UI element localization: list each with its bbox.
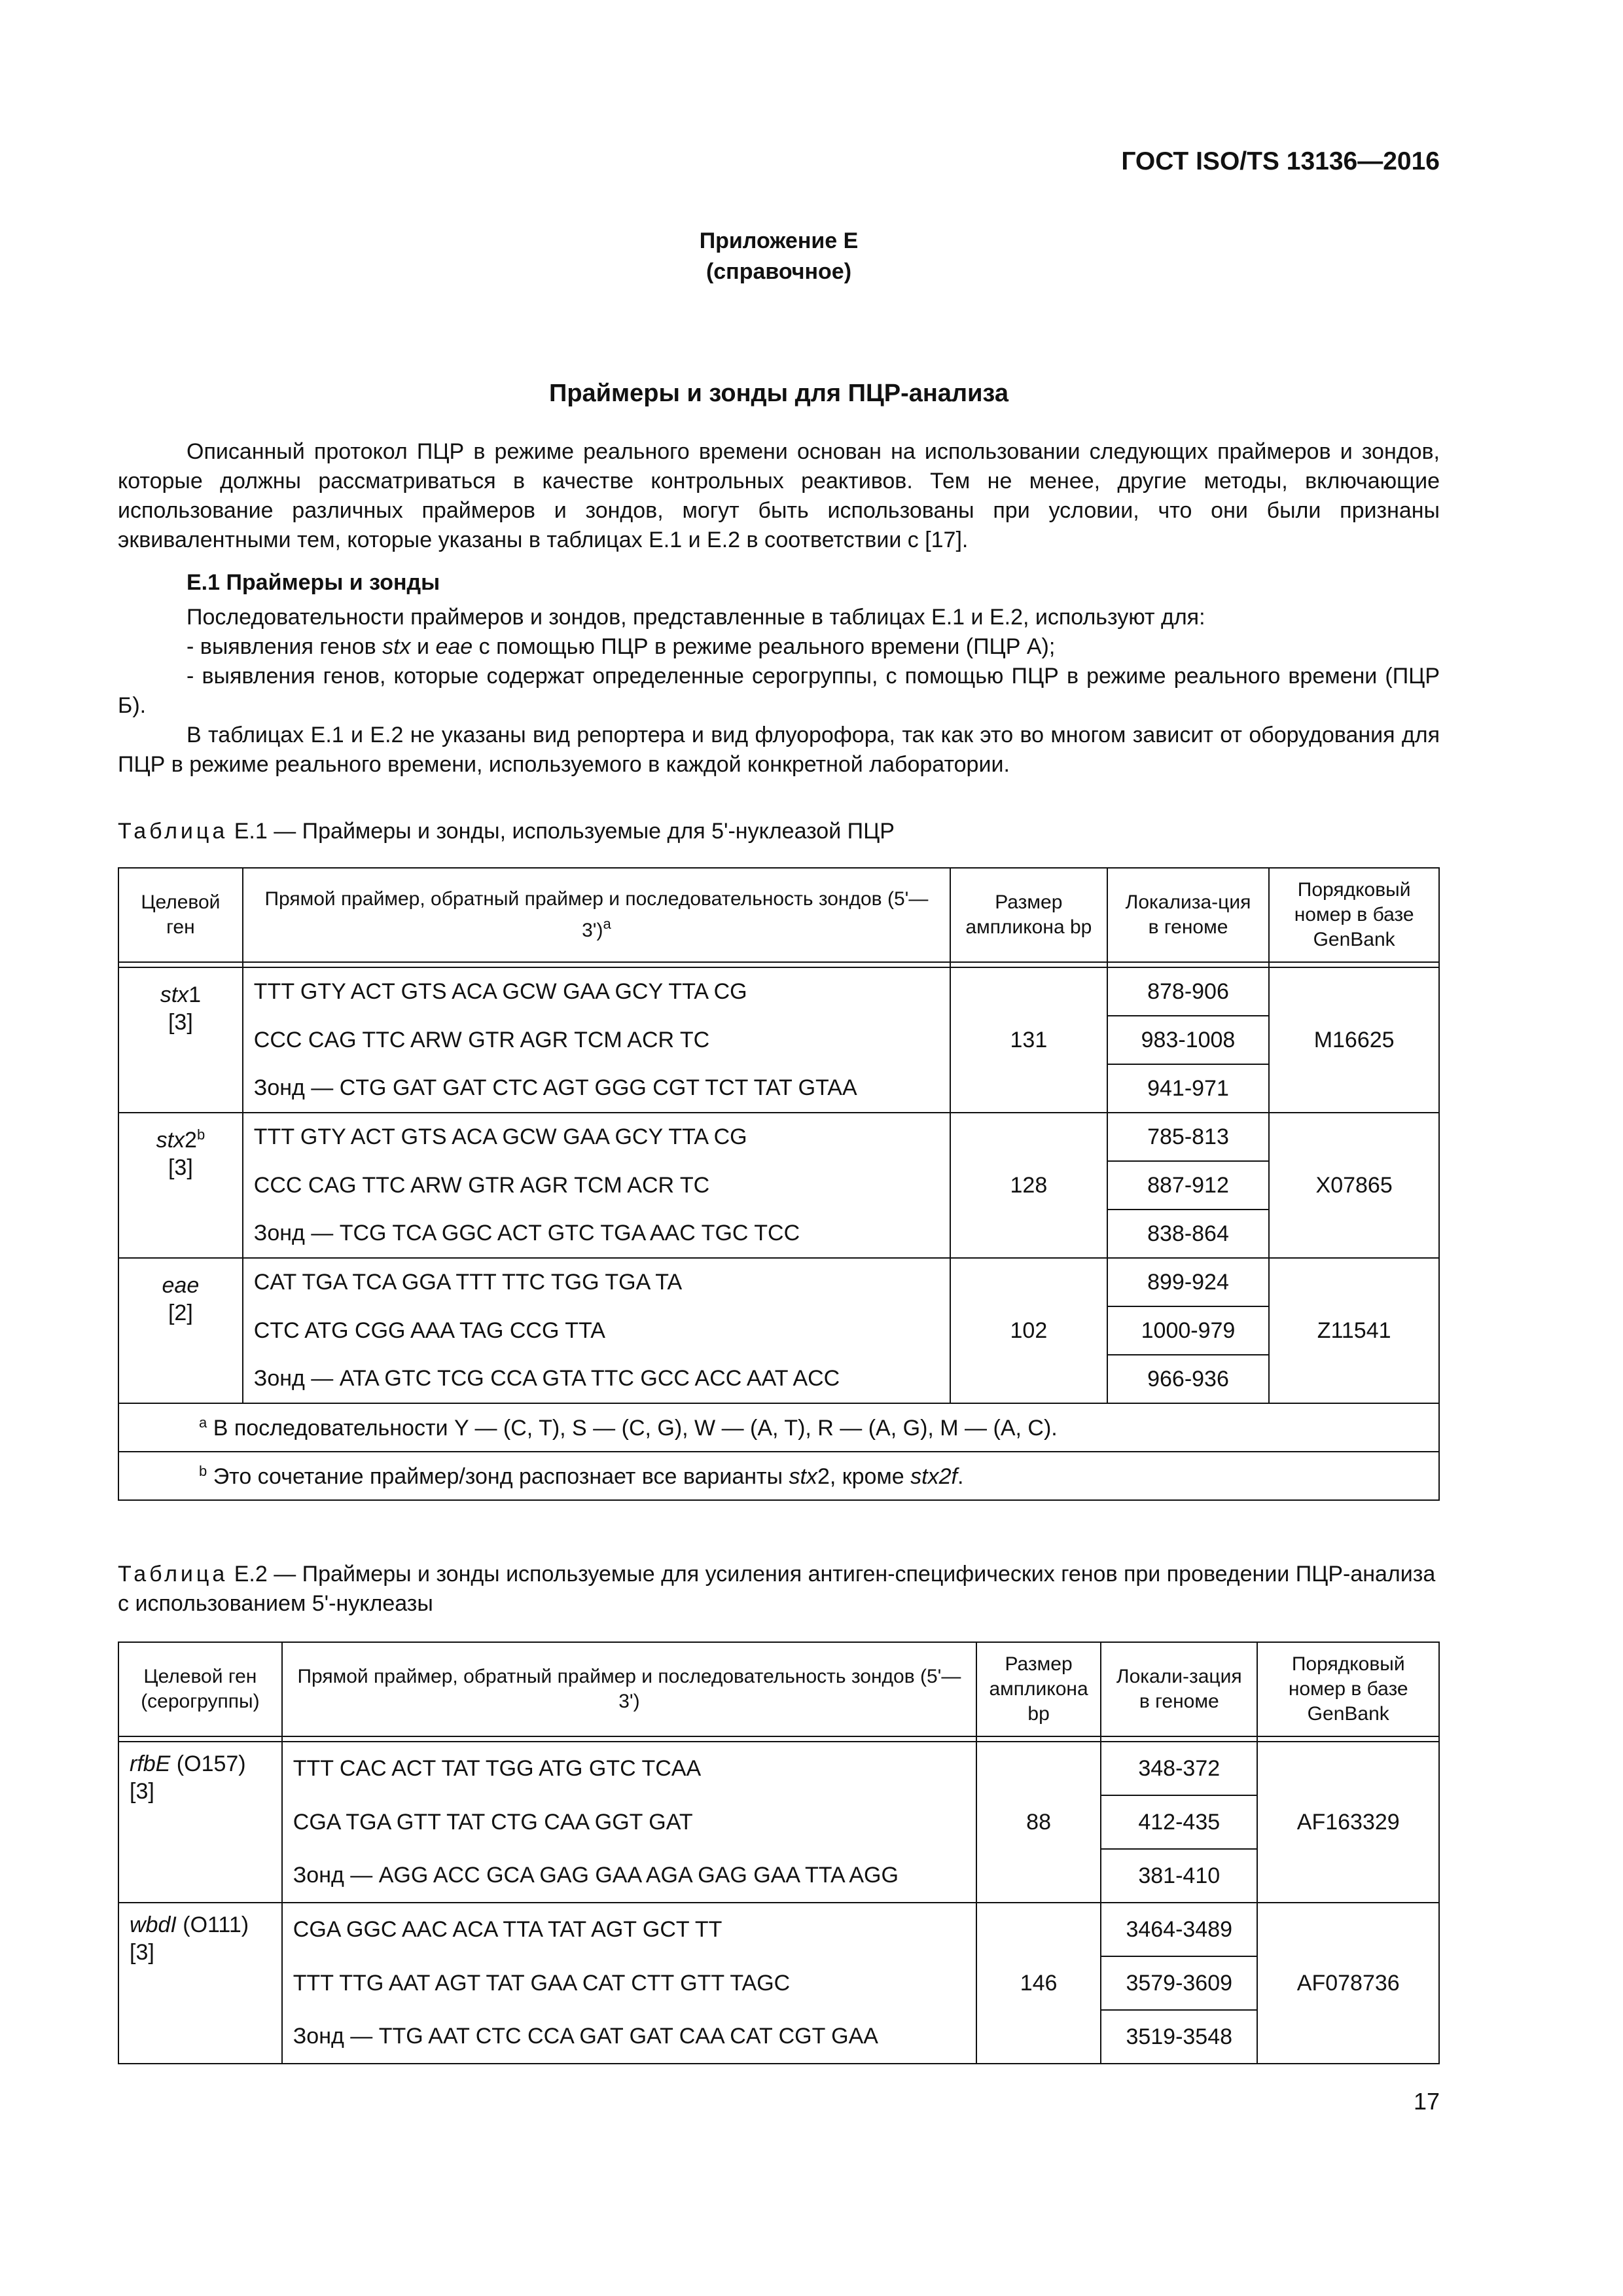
- t2-gene-cell: [118, 1903, 282, 2064]
- t1-footnote-a: $^a$ В последовательности Y — (C, T), S — (C, G), W — (A, T), R — (A, G), M — (A, C).: [118, 1403, 1439, 1452]
- intro-block: [118, 437, 1440, 555]
- section-lead: Последовательности праймеров и зондов, представленные в таблицах Е.1 и Е.2, используют для:: [187, 605, 1205, 630]
- t1-genome-location: 878-906: [1107, 967, 1270, 1016]
- t1-row: [118, 1113, 1439, 1161]
- t2-genome-location: 348-372: [1101, 1742, 1257, 1795]
- t2-genbank-accession: AF078736: [1257, 1903, 1439, 2064]
- t2-genome-location: 412-435: [1101, 1795, 1257, 1849]
- t1-sequence: TTT GTY ACT GTS ACA GCW GAA GCY TTA CG: [243, 967, 950, 1016]
- t1-gene-ref: [2]: [168, 1300, 193, 1325]
- t1-sequence: CCC CAG TTC ARW GTR AGR TCM ACR TC: [243, 1016, 950, 1064]
- section-item-1: - выявления генов stx и eae с помощью ПЦР в режиме реального времени (ПЦР А);: [187, 634, 1056, 659]
- table1-caption: Таблица Е.1 — Праймеры и зонды, используемые для 5'-нуклеазой ПЦР: [118, 819, 895, 844]
- section-heading: Е.1 Праймеры и зонды: [187, 570, 440, 595]
- t1-header-acc: Порядковый номер в базе GenBank: [1269, 868, 1439, 962]
- t1-genbank-accession: Z11541: [1269, 1258, 1439, 1403]
- t2-amplicon-size: 146: [976, 1903, 1101, 2064]
- t2-genbank-accession: AF163329: [1257, 1742, 1439, 1903]
- t2-gene-name: wbdI (O111): [130, 1912, 249, 1937]
- t1-gene-cell: [118, 1258, 243, 1403]
- table-e2: [118, 1641, 1440, 2064]
- section-e1: [118, 568, 1440, 780]
- t1-sequence: Зонд — ATA GTC TCG CCA GTA TTC GCC ACC AAT ACC: [243, 1355, 950, 1403]
- t2-header-seq: Прямой праймер, обратный праймер и последовательность зондов (5'—3'): [282, 1642, 976, 1736]
- t2-amplicon-size: 88: [976, 1742, 1101, 1903]
- t2-header-gene: Целевой ген (серогруппы): [118, 1642, 282, 1736]
- t1-row: [118, 1306, 1439, 1355]
- section-item-2: - выявления генов, которые содержат определенные серогруппы, с помощью ПЦР в режиме реального времени (ПЦР Б).: [118, 664, 1440, 718]
- t1-sequence: CCC CAG TTC ARW GTR AGR TCM ACR TC: [243, 1161, 950, 1210]
- t1-row: [118, 1355, 1439, 1403]
- intro-paragraph: Описанный протокол ПЦР в режиме реального времени основан на использовании следующих праймеров и зондов, которые должны рассматриваться в качестве контрольных реактивов. Тем не менее, другие методы, включающие использование различных праймеров и зондов, могут быть использованы при условии, что они были признаны эквивалентными тем, которые указаны в таблицах Е.1 и Е.2 в соответствии с [17].: [118, 439, 1440, 552]
- t1-row: [118, 1258, 1439, 1306]
- t1-sequence: CTC ATG CGG AAA TAG CCG TTA: [243, 1306, 950, 1355]
- table2-caption: Таблица Е.2 — Праймеры и зонды используемые для усиления антиген-специфических генов при проведении ПЦР-анализа с использованием 5'-нуклеазы: [118, 1562, 1436, 1616]
- t1-sequence: Зонд — TCG TCA GGC ACT GTC TGA AAC TGC TCC: [243, 1210, 950, 1258]
- annex-name: Приложение Е: [699, 228, 859, 253]
- t2-row: [118, 2010, 1439, 2064]
- t1-body: [118, 967, 1439, 1500]
- t1-genome-location: 899-924: [1107, 1258, 1270, 1306]
- t2-header-loc: Локали-зация в геноме: [1101, 1642, 1257, 1736]
- t2-gene-ref: [3]: [130, 1940, 154, 1965]
- t2-sequence: CGA GGC AAC ACA TTA TAT AGT GCT TT: [282, 1903, 976, 1956]
- annex-kind: (справочное): [705, 259, 852, 284]
- t1-gene-ref: [3]: [168, 1010, 193, 1035]
- t2-gene-cell: [118, 1742, 282, 1903]
- t2-genome-location: 3519-3548: [1101, 2010, 1257, 2064]
- t1-row: [118, 1064, 1439, 1113]
- t1-amplicon-size: 128: [950, 1113, 1107, 1258]
- t1-gene-ref: [3]: [168, 1155, 193, 1180]
- annex-heading: [118, 226, 1440, 287]
- t2-row: [118, 1956, 1439, 2010]
- t2-row: [118, 1742, 1439, 1795]
- t1-gene-name: eae: [162, 1273, 200, 1298]
- t2-sequence: Зонд — TTG AAT CTC CCA GAT GAT CAA CAT CGT GAA: [282, 2010, 976, 2064]
- t2-genome-location: 3464-3489: [1101, 1903, 1257, 1956]
- t1-genome-location: 887-912: [1107, 1161, 1270, 1210]
- t2-sequence: TTT TTG AAT AGT TAT GAA CAT CTT GTT TAGC: [282, 1956, 976, 2010]
- t1-genome-location: 1000-979: [1107, 1306, 1270, 1355]
- t1-genome-location: 838-864: [1107, 1210, 1270, 1258]
- t1-sequence: TTT GTY ACT GTS ACA GCW GAA GCY TTA CG: [243, 1113, 950, 1161]
- t1-gene-cell: [118, 1113, 243, 1258]
- standard-header: ГОСТ ISO/TS 13136—2016: [1121, 147, 1440, 175]
- t2-row: [118, 1795, 1439, 1849]
- t1-gene-name: stx1: [160, 982, 202, 1007]
- t2-body: [118, 1742, 1439, 2064]
- t1-header-seq: Прямой праймер, обратный праймер и последовательность зондов (5'—3')$^a$: [243, 868, 950, 962]
- t2-sequence: TTT CAC ACT TAT TGG ATG GTC TCAA: [282, 1742, 976, 1795]
- t1-gene-cell: [118, 967, 243, 1113]
- t2-gene-ref: [3]: [130, 1779, 154, 1804]
- t1-genome-location: 941-971: [1107, 1064, 1270, 1113]
- t1-genome-location: 966-936: [1107, 1355, 1270, 1403]
- t1-row: [118, 1161, 1439, 1210]
- t1-header-loc: Локализа-ция в геноме: [1107, 868, 1270, 962]
- t1-sequence: Зонд — CTG GAT GAT CTC AGT GGG CGT TCT TAT GTAA: [243, 1064, 950, 1113]
- table-e1: [118, 867, 1440, 1501]
- t1-header-size: Размер ампликона bp: [950, 868, 1107, 962]
- t2-header-acc: Порядковый номер в базе GenBank: [1257, 1642, 1439, 1736]
- t1-amplicon-size: 131: [950, 967, 1107, 1113]
- t1-sequence: CAT TGA TCA GGA TTT TTC TGG TGA TA: [243, 1258, 950, 1306]
- t1-header-gene: Целевой ген: [118, 868, 243, 962]
- t1-gene-name: stx2$^b$: [156, 1126, 205, 1153]
- t1-genome-location: 983-1008: [1107, 1016, 1270, 1064]
- t1-row: [118, 967, 1439, 1016]
- t1-row: [118, 1016, 1439, 1064]
- t2-genome-location: 381-410: [1101, 1849, 1257, 1903]
- t2-sequence: CGA TGA GTT TAT CTG CAA GGT GAT: [282, 1795, 976, 1849]
- annex-title: Праймеры и зонды для ПЦР-анализа: [549, 380, 1008, 407]
- t1-genbank-accession: M16625: [1269, 967, 1439, 1113]
- page-number: 17: [1413, 2088, 1440, 2115]
- section-closing: В таблицах Е.1 и Е.2 не указаны вид репортера и вид флуорофора, так как это во многом зависит от оборудования для ПЦР в режиме реального времени, используемого в каждой конкретной лаборатории.: [118, 723, 1440, 777]
- t2-header-size: Размер ампликона bp: [976, 1642, 1101, 1736]
- t1-amplicon-size: 102: [950, 1258, 1107, 1403]
- t2-row: [118, 1849, 1439, 1903]
- t2-genome-location: 3579-3609: [1101, 1956, 1257, 2010]
- t2-sequence: Зонд — AGG ACC GCA GAG GAA AGA GAG GAA TTA AGG: [282, 1849, 976, 1903]
- t2-row: [118, 1903, 1439, 1956]
- t1-genbank-accession: X07865: [1269, 1113, 1439, 1258]
- t2-gene-name: rfbE (O157): [130, 1751, 246, 1776]
- t1-genome-location: 785-813: [1107, 1113, 1270, 1161]
- t1-row: [118, 1210, 1439, 1258]
- t1-footnote-b: $^b$ Это сочетание праймер/зонд распознает все варианты stx2, кроме stx2f.: [118, 1452, 1439, 1500]
